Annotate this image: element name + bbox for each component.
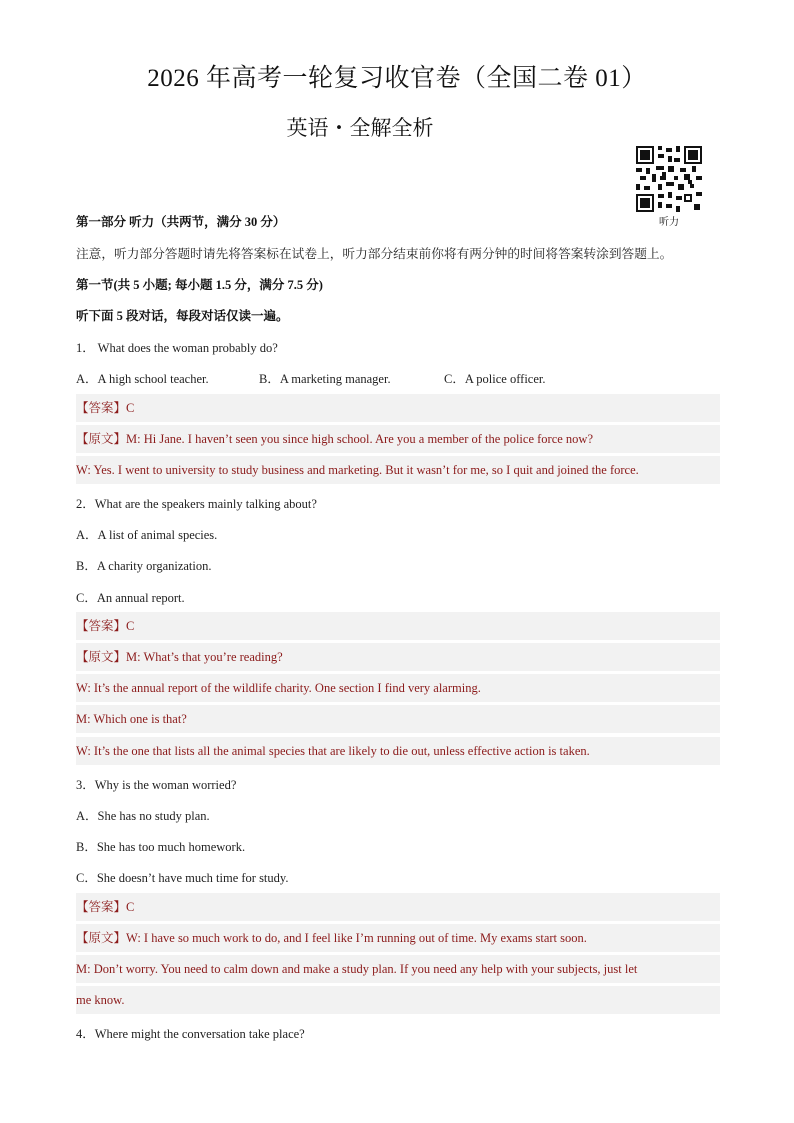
q1-options [76,369,545,387]
q4-stem: 4．Where might the conversation take place? [76,1027,305,1041]
q3-option-a[interactable]: A．She has no study plan. [76,809,210,823]
q2-transcript-line: W: It’s the annual report of the wildlife charity. One section I find very alarming. [76,674,720,703]
q2-stem: 2．What are the speakers mainly talking about? [76,497,317,511]
q3-option-c[interactable]: C．She doesn’t have much time for study. [76,871,289,885]
q3-transcript-line: me know. [76,986,720,1015]
q2-option-a[interactable]: A．A list of animal species. [76,528,218,542]
qr-code-icon[interactable] [636,146,702,212]
page-title: 2026 年高考一轮复习收官卷（全国二卷 01） [147,65,647,92]
part1-heading: 第一部分 听力（共两节，满分 30 分） [76,215,286,229]
q2-transcript-line: M: Which one is that? [76,705,720,734]
q1-answer: 【答案】C [76,394,720,423]
q2-option-b[interactable]: B．A charity organization. [76,559,212,573]
q3-transcript-line: 【原文】W: I have so much work to do, and I feel like I’m running out of time. My exams start soon. [76,924,720,953]
q2-transcript-line: 【原文】M: What’s that you’re reading? [76,643,720,672]
q3-transcript-line: M: Don’t worry. You need to calm down and make a study plan. If you need any help with your subjects, just let [76,955,720,984]
q1-option-a[interactable]: A．A high school teacher. [76,372,209,386]
qr-label: 听力 [659,217,679,228]
q1-transcript-line: W: Yes. I went to university to study business and marketing. But it wasn’t for me, so I quit and joined the force. [76,456,720,485]
q2-transcript-line: W: It’s the one that lists all the animal species that are likely to die out, unless effective action is taken. [76,737,720,766]
q1-transcript-line: 【原文】M: Hi Jane. I haven’t seen you since high school. Are you a member of the police force now? [76,425,720,454]
q1-option-c[interactable]: C．A police officer. [444,372,546,386]
q3-stem: 3．Why is the woman worried? [76,778,237,792]
instruction-text: 听下面 5 段对话，每段对话仅读一遍。 [76,309,289,323]
q3-answer: 【答案】C [76,893,720,922]
q2-option-c[interactable]: C．An annual report. [76,591,185,605]
q1-option-b[interactable]: B．A marketing manager. [259,372,391,386]
section1-heading: 第一节(共 5 小题; 每小题 1.5 分，满分 7.5 分) [76,278,323,292]
q1-stem: 1． What does the woman probably do? [76,341,278,355]
page-subtitle: 英语・全解全析 [286,116,434,140]
q2-answer: 【答案】C [76,612,720,641]
q3-option-b[interactable]: B．She has too much homework. [76,840,246,854]
notice-text: 注意，听力部分答题时请先将答案标在试卷上，听力部分结束前你将有两分钟的时间将答案转涂到答题上。 [76,247,673,261]
